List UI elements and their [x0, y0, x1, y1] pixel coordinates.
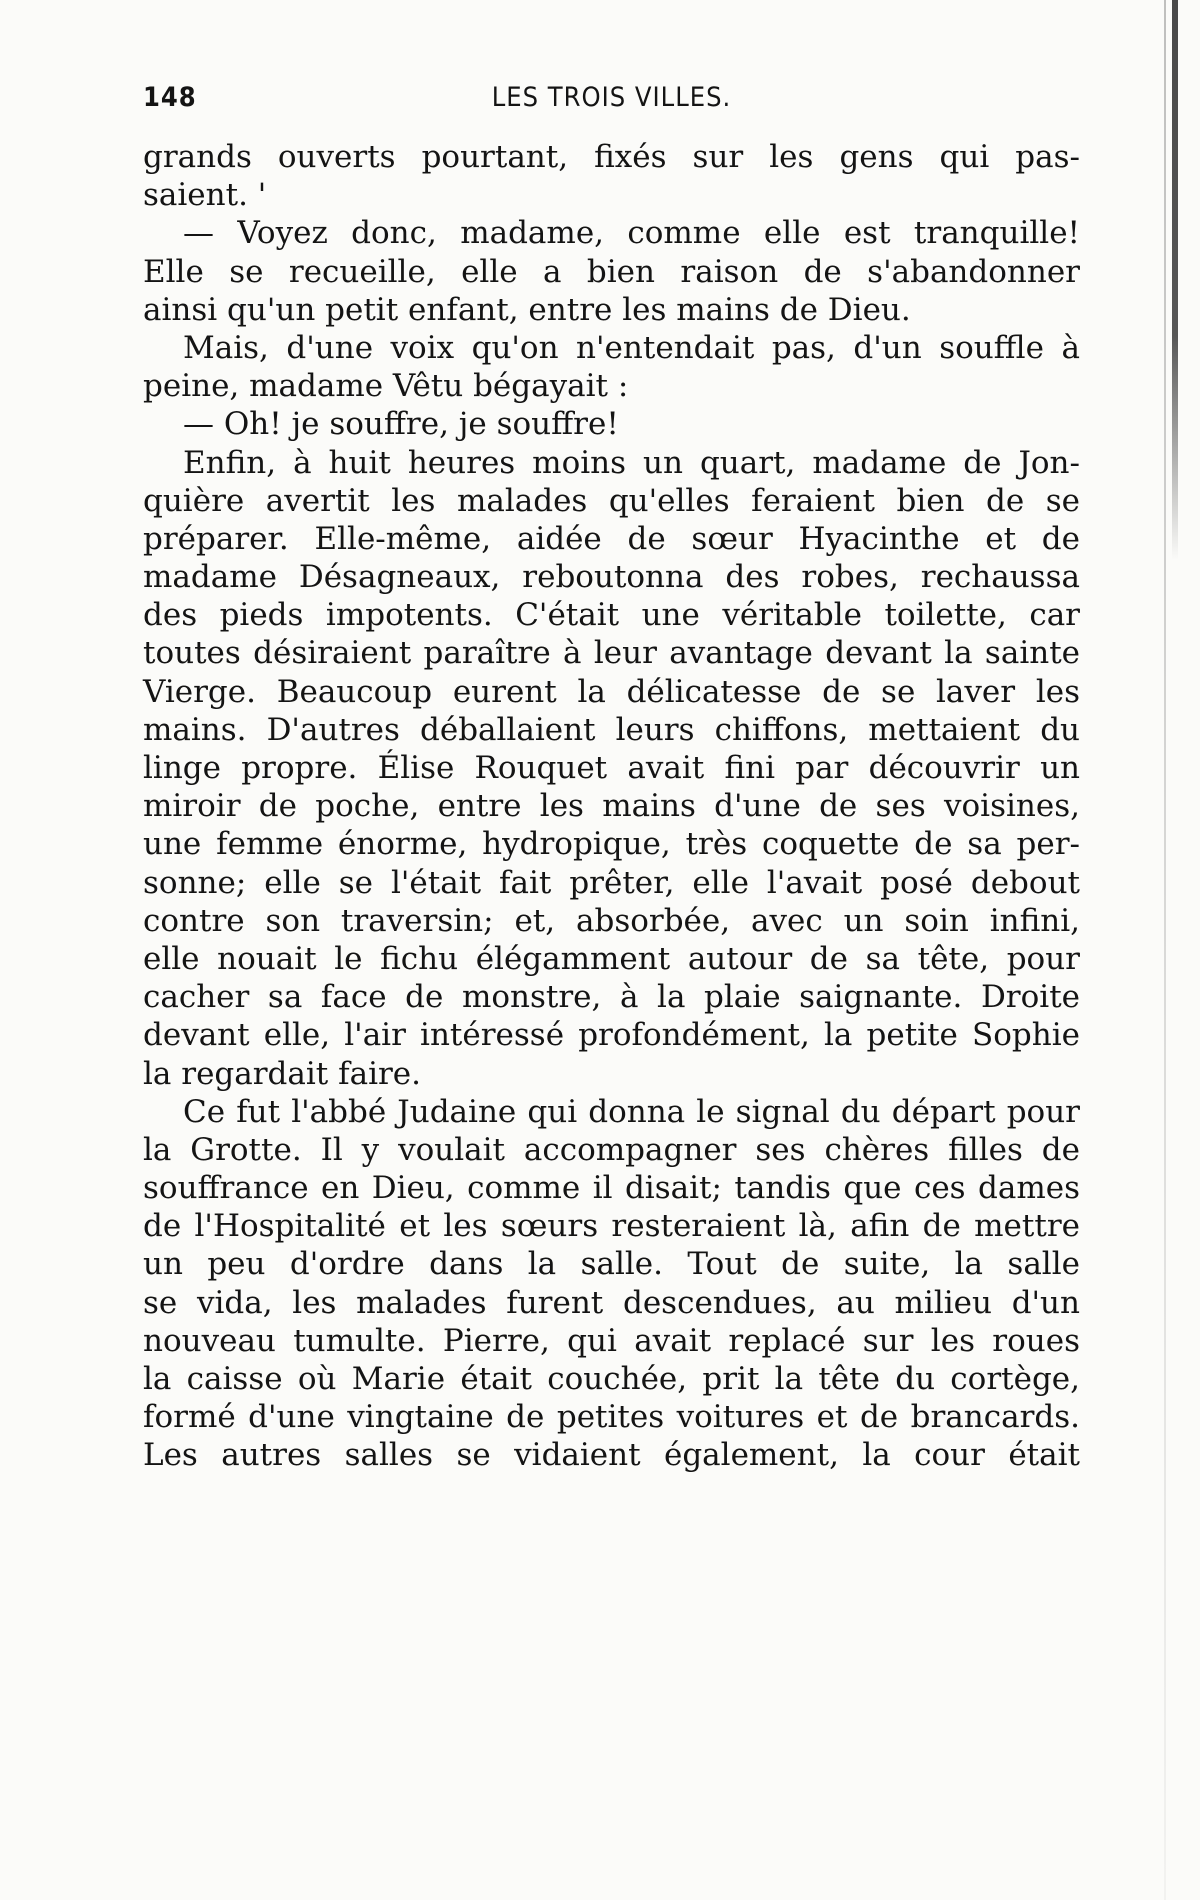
running-head: [143, 82, 1080, 116]
text-line: elle nouait le fichu élégamment autour de sa tête, pour: [143, 940, 1080, 977]
text-line: de l'Hospitalité et les sœurs resteraient là, afin de mettre: [143, 1208, 1080, 1245]
text-line: la caisse où Marie était couchée, prit la tête du cortège,: [143, 1361, 1080, 1397]
text-line: Elle se recueille, elle a bien raison de s'abandonner: [143, 253, 1080, 290]
text-line: toutes désiraient paraître à leur avantage devant la sainte: [143, 635, 1080, 672]
text-line: sonne; elle se l'était fait prêter, elle l'avait posé debout: [143, 864, 1080, 901]
text-line: devant elle, l'air intéressé profondément, la petite Sophie: [143, 1017, 1080, 1054]
text-line: se vida, les malades furent descendues, au milieu d'un: [143, 1284, 1080, 1321]
text-line: cacher sa face de monstre, à la plaie saignante. Droite: [143, 979, 1080, 1016]
text-line: Les autres salles se vidaient également, la cour était: [143, 1437, 1080, 1474]
text-line: saient. ': [143, 177, 267, 214]
text-line: souffrance en Dieu, comme il disait; tandis que ces dames: [143, 1170, 1080, 1207]
text-line: ainsi qu'un petit enfant, entre les mains de Dieu.: [143, 291, 911, 328]
text-line: Vierge. Beaucoup eurent la délicatesse de se laver les: [143, 673, 1080, 710]
binding-shadow: [1172, 0, 1178, 560]
body-text: [143, 138, 1080, 1475]
text-line: mains. D'autres déballaient leurs chiffons, mettaient du: [143, 711, 1080, 748]
text-line: Mais, d'une voix qu'on n'entendait pas, d'un souffle à: [183, 329, 1080, 366]
text-line: nouveau tumulte. Pierre, qui avait replacé sur les roues: [143, 1322, 1080, 1359]
text-line: Enfin, à huit heures moins un quart, madame de Jon-: [183, 444, 1080, 481]
text-line: — Oh! je souffre, je souffre!: [183, 406, 619, 443]
running-title: LES TROIS VILLES.: [491, 82, 732, 113]
text-line: une femme énorme, hydropique, très coquette de sa per-: [143, 826, 1080, 863]
text-line: miroir de poche, entre les mains d'une de ses voisines,: [143, 788, 1080, 825]
text-line: formé d'une vingtaine de petites voitures et de brancards.: [143, 1399, 1080, 1436]
text-line: quière avertit les malades qu'elles feraient bien de se: [143, 482, 1080, 519]
text-line: la Grotte. Il y voulait accompagner ses chères filles de: [143, 1131, 1080, 1168]
text-line: peine, madame Vêtu bégayait :: [143, 368, 629, 405]
binding-edge: [1164, 0, 1166, 1900]
text-line: un peu d'ordre dans la salle. Tout de suite, la salle: [143, 1246, 1080, 1283]
text-line: Ce fut l'abbé Judaine qui donna le signal du départ pour: [183, 1093, 1080, 1130]
text-line: préparer. Elle-même, aidée de sœur Hyacinthe et de: [143, 520, 1080, 557]
text-line: grands ouverts pourtant, fixés sur les gens qui pas-: [143, 139, 1080, 175]
text-line: linge propre. Élise Rouquet avait fini par découvrir un: [143, 750, 1080, 786]
text-line: contre son traversin; et, absorbée, avec un soin infini,: [143, 902, 1080, 939]
text-line: la regardait faire.: [143, 1055, 422, 1092]
text-line: des pieds impotents. C'était une véritable toilette, car: [143, 597, 1080, 634]
page-number: 148: [143, 82, 197, 113]
text-line: madame Désagneaux, reboutonna des robes, rechaussa: [143, 559, 1080, 596]
text-line: — Voyez donc, madame, comme elle est tranquille!: [183, 215, 1080, 252]
